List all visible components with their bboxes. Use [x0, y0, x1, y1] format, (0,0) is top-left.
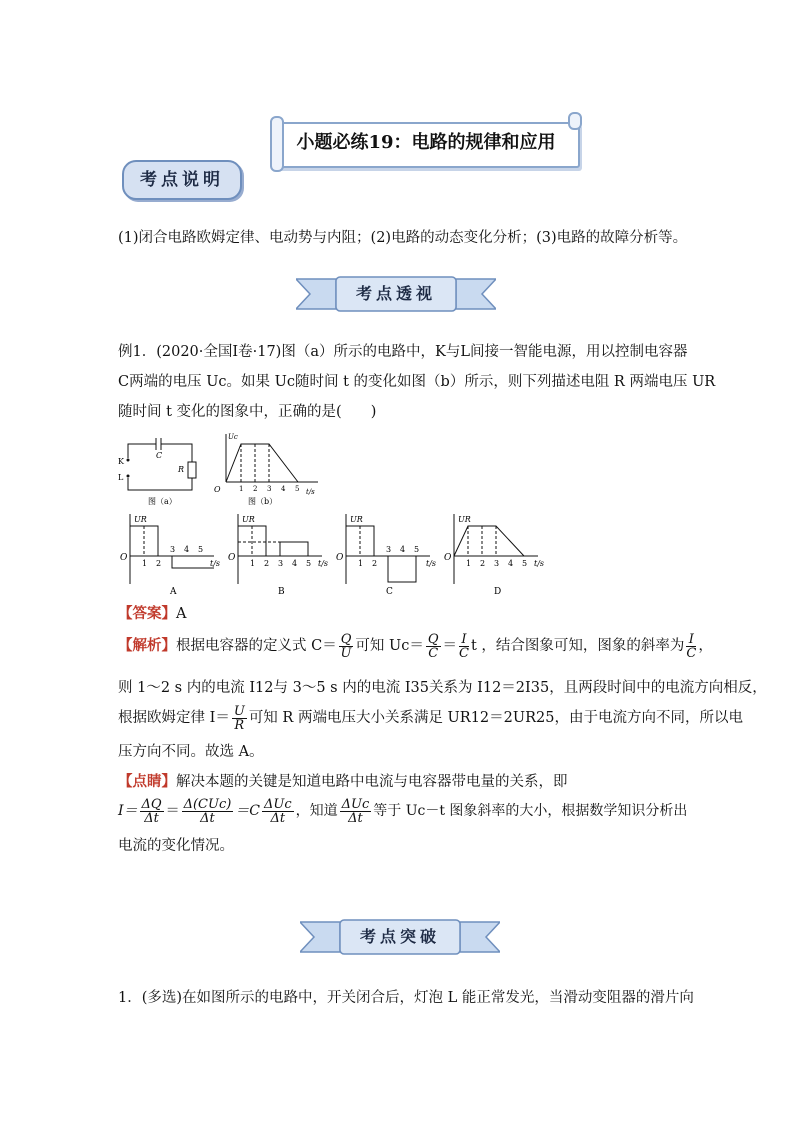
- option-a-origin: O: [120, 553, 128, 563]
- option-b-tick: 3: [278, 559, 284, 568]
- analysis-text: t ，结合图象可知，图象的斜率为: [470, 638, 685, 654]
- comment-text: ，知道: [295, 803, 338, 819]
- answer-line: [118, 604, 186, 624]
- question-1: 1．(多选)在如图所示的电路中，开关闭合后，灯泡 L 能正常发光，当滑动变阻器的滑片向: [118, 990, 694, 1006]
- graph-b-tick: 1: [239, 485, 244, 493]
- option-d-tick: 5: [522, 559, 528, 568]
- frac-num: ΔQ: [141, 796, 162, 812]
- option-d-ur-label: UR: [458, 515, 471, 524]
- option-d-tick: 4: [508, 559, 514, 568]
- fraction-duc-dt: [262, 798, 294, 825]
- graph-b-tick: 5: [295, 485, 300, 493]
- frac-den: Δt: [200, 810, 215, 826]
- frac-num: Q: [340, 631, 352, 647]
- analysis-line-3: [118, 704, 743, 732]
- option-b-tick: 5: [306, 559, 312, 568]
- formula-i: I＝: [118, 803, 138, 819]
- frac-den: C: [459, 645, 469, 661]
- graph-b-dashes: [241, 444, 269, 482]
- label-k: K: [118, 457, 124, 466]
- frac-num: I: [686, 633, 696, 647]
- fraction-q-over-u: [339, 633, 354, 660]
- option-a-graph: [120, 514, 220, 597]
- label-r: R: [178, 465, 185, 474]
- option-b-tick: 4: [292, 559, 298, 568]
- option-a-ur-label: UR: [134, 515, 147, 524]
- answer-options-graphs: [112, 510, 552, 602]
- option-d-tick: 2: [480, 559, 486, 568]
- fraction-q-over-c: [426, 633, 441, 660]
- fraction-i-over-c: [459, 633, 469, 660]
- graph-b-tick: 4: [281, 485, 286, 493]
- analysis-text: 可知 Uc＝: [355, 638, 424, 654]
- example-line-2: C两端的电压 Uc。如果 Uc随时间 t 的变化如图（b）所示，则下列描述电阻 R 两端电压 UR: [118, 374, 716, 390]
- formula-c: ＝C: [235, 803, 261, 819]
- ribbon-kaodian-tupo: [300, 918, 500, 956]
- option-a-tick: 2: [156, 559, 162, 568]
- frac-den: Δt: [144, 810, 159, 826]
- option-d-origin: O: [444, 553, 452, 563]
- analysis-text: ，: [698, 638, 713, 654]
- example-line-3: 随时间 t 变化的图象中，正确的是( ): [118, 404, 377, 420]
- option-b-t-label: t/s: [318, 559, 329, 568]
- frac-den: R: [234, 717, 245, 733]
- graph-b-t-label: t/s: [306, 488, 315, 496]
- option-d-tick: 3: [494, 559, 500, 568]
- uc-axis-label: Uc: [228, 433, 238, 441]
- fraction-dcu-dt: [182, 798, 234, 825]
- option-b-label: B: [278, 587, 285, 597]
- comment-text: 解决本题的关键是知道电路中电流与电容器带电量的关系，即: [176, 774, 568, 790]
- comment-text: 等于 Uc－t 图象斜率的大小，根据数学知识分析出: [373, 803, 688, 819]
- frac-num: I: [459, 633, 469, 647]
- option-c-origin: O: [336, 553, 344, 563]
- badge-kaodian-shuoming: 考点说明: [122, 160, 242, 200]
- frac-num: Q: [427, 631, 439, 647]
- frac-num: ΔUc: [264, 796, 292, 812]
- option-a-tick: 4: [184, 545, 190, 554]
- option-c-tick: 3: [386, 545, 392, 554]
- frac-den: Δt: [348, 810, 363, 826]
- answer-tag: 【答案】: [118, 605, 176, 622]
- option-b-graph: [228, 514, 328, 597]
- label-l: L: [118, 473, 124, 482]
- option-c-tick: 5: [414, 545, 420, 554]
- option-b-tick: 2: [264, 559, 270, 568]
- fraction-duc-dt-2: [340, 798, 372, 825]
- comment-line-2: [118, 794, 687, 828]
- graph-b: [226, 434, 318, 482]
- comment-tag: 【点睛】: [118, 773, 176, 790]
- option-c-tick: 2: [372, 559, 378, 568]
- option-c-tick: 4: [400, 545, 406, 554]
- analysis-text: 根据欧姆定律 I＝: [118, 710, 230, 726]
- frac-den: C: [428, 645, 439, 661]
- option-a-tick: 1: [142, 559, 148, 568]
- frac-num: Δ(CUc): [183, 796, 232, 812]
- ribbon-label: 考点透视: [355, 284, 436, 303]
- terminal-l: [127, 475, 130, 478]
- caption-b: 图（b）: [248, 497, 278, 506]
- option-a-tick: 3: [170, 545, 176, 554]
- option-b-ur-label: UR: [242, 515, 255, 524]
- option-a-tick: 5: [198, 545, 204, 554]
- option-d-graph: [444, 514, 544, 597]
- option-a-t-label: t/s: [210, 559, 221, 568]
- option-c-t-label: t/s: [426, 559, 437, 568]
- option-a-label: A: [170, 587, 177, 597]
- frac-den: U: [340, 645, 352, 661]
- ribbon-label: 考点突破: [359, 927, 440, 946]
- frac-num: U: [233, 703, 245, 719]
- option-b-tick: 1: [250, 559, 256, 568]
- circuit-diagram: [128, 438, 196, 490]
- terminal-k: [127, 459, 130, 462]
- answer-value: A: [176, 606, 187, 622]
- figure-circuit-and-graph: [110, 430, 330, 510]
- fraction-slope: [686, 633, 696, 660]
- option-d-tick: 1: [466, 559, 472, 568]
- analysis-line-2: 则 1～2 s 内的电流 I12与 3～5 s 内的电流 I35关系为 I12＝2I35，且两段时间中的电流方向相反，: [118, 680, 767, 696]
- analysis-line-4: 压方向不同。故选 A。: [118, 744, 264, 760]
- frac-den: Δt: [270, 810, 286, 826]
- analysis-text: ＝: [442, 638, 457, 654]
- graph-b-origin: O: [214, 485, 221, 494]
- option-d-t-label: t/s: [534, 559, 545, 568]
- caption-a: 图（a）: [148, 497, 177, 506]
- intro-text: (1)闭合电路欧姆定律、电动势与内阻；(2)电路的动态变化分析；(3)电路的故障分析等。: [118, 230, 688, 246]
- example-line-1: 例1．(2020·全国I卷·17)图（a）所示的电路中，K与L间接一智能电源，用以控制电容器: [118, 344, 688, 360]
- equals: ＝: [165, 803, 180, 819]
- title-scroll: [270, 116, 582, 170]
- graph-b-tick: 2: [253, 485, 258, 493]
- option-c-graph: [336, 514, 436, 597]
- frac-den: C: [686, 645, 697, 661]
- frac-num: ΔUc: [341, 796, 370, 812]
- comment-line-3: 电流的变化情况。: [118, 838, 234, 854]
- option-c-label: C: [386, 587, 393, 597]
- option-c-tick: 1: [358, 559, 364, 568]
- ribbon-kaodian-toushi: [296, 275, 496, 313]
- fraction-u-over-r: [232, 705, 247, 732]
- option-d-label: D: [494, 587, 502, 597]
- analysis-line-1: [118, 632, 713, 660]
- page-title: 小题必练19：电路的规律和应用: [296, 132, 556, 153]
- graph-b-tick: 3: [267, 485, 272, 493]
- fraction-dq-dt: [140, 798, 164, 825]
- option-b-origin: O: [228, 553, 236, 563]
- analysis-text: 可知 R 两端电压大小关系满足 UR12＝2UR25，由于电流方向不同，所以电: [248, 710, 743, 726]
- label-c: C: [156, 451, 163, 460]
- analysis-text: 根据电容器的定义式 C＝: [176, 638, 337, 654]
- analysis-tag: 【解析】: [118, 637, 176, 654]
- comment-line-1: [118, 772, 568, 792]
- option-c-ur-label: UR: [350, 515, 363, 524]
